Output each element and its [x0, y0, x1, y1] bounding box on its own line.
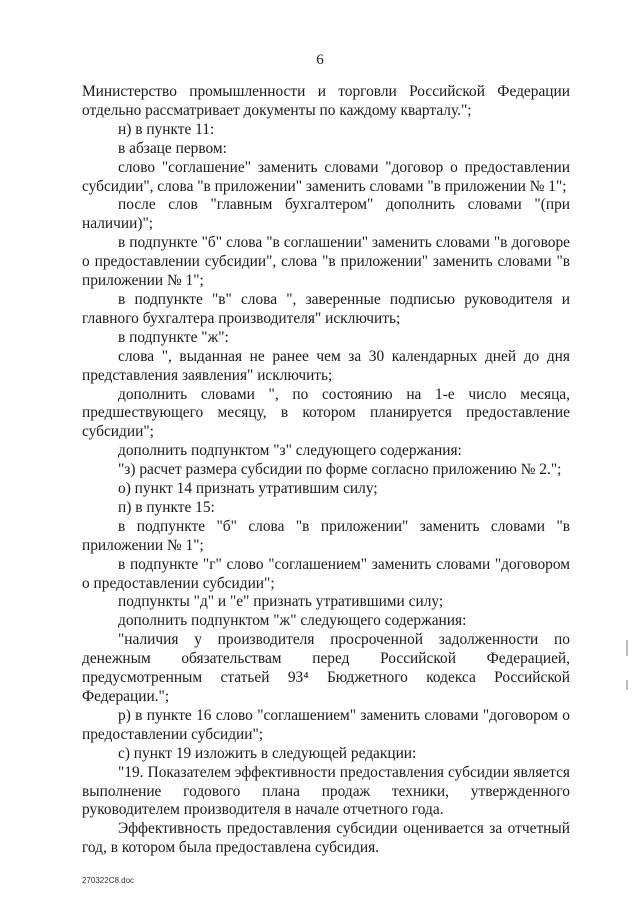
paragraph: н) в пункте 11: — [118, 120, 215, 138]
paragraph: "19. Показателем эффективности предоставления субсидии является выполнение годового плана продаж техники, утвержденного руководителем производителя в начале отчетного года. — [82, 763, 570, 819]
paragraph: в абзаце первом: — [118, 139, 227, 157]
file-name-footer: 270322C8.doc — [82, 876, 135, 885]
paragraph: дополнить подпунктом "ж" следующего содержания: — [118, 612, 467, 630]
paragraph: в подпункте "в" слова ", заверенные подписью руководителя и главного бухгалтера производителя" исключить; — [82, 290, 570, 327]
document-body — [82, 83, 570, 858]
paragraph: Эффективность предоставления субсидии оценивается за отчетный год, в котором была предоставлена субсидия. — [82, 820, 570, 857]
paragraph: "наличия у производителя просроченной задолженности по денежным обязательствам перед Российской Федерацией, предусмотренным статьей 93⁴ Бюджетного кодекса Российской Федерации."; — [82, 631, 570, 705]
paragraph: после слов "главным бухгалтером" дополнить словами "(при наличии)"; — [82, 196, 570, 233]
paragraph: в подпункте "б" слова "в приложении" заменить словами "в приложении № 1"; — [82, 517, 570, 554]
paragraph: слова ", выданная не ранее чем за 30 календарных дней до дня представления заявления" исключить; — [82, 347, 570, 384]
paragraph: дополнить словами ", по состоянию на 1-е число месяца, предшествующего месяцу, в котором планируется предоставление субсидии"; — [82, 385, 570, 441]
paragraph: "з) расчет размера субсидии по форме согласно приложению № 2."; — [118, 461, 562, 479]
paragraph: в подпункте "б" слова "в соглашении" заменить словами "в договоре о предоставлении субсидии", слова "в приложении" заменить словами "в приложении № 1"; — [82, 234, 570, 290]
scan-speck — [626, 640, 628, 656]
paragraph: в подпункте "г" слово "соглашением" заменить словами "договором о предоставлении субсидии"; — [82, 555, 570, 592]
paragraph: п) в пункте 15: — [118, 498, 215, 516]
paragraph: р) в пункте 16 слово "соглашением" заменить словами "договором о предоставлении субсидии"; — [82, 706, 570, 743]
paragraph: дополнить подпунктом "з" следующего содержания: — [118, 442, 462, 460]
scan-speck — [626, 680, 628, 690]
paragraph: слово "соглашение" заменить словами "договор о предоставлении субсидии", слова "в приложении" заменить словами "в приложении № 1"; — [82, 158, 570, 195]
paragraph: Министерство промышленности и торговли Российской Федерации отдельно рассматривает документы по каждому кварталу."; — [82, 83, 570, 119]
paragraph: в подпункте "ж": — [118, 328, 229, 346]
paragraph: о) пункт 14 признать утратившим силу; — [118, 480, 378, 498]
page-number: 6 — [316, 52, 324, 68]
paragraph: подпункты "д" и "е" признать утратившими силу; — [118, 593, 444, 611]
paragraph: с) пункт 19 изложить в следующей редакции: — [118, 744, 417, 762]
